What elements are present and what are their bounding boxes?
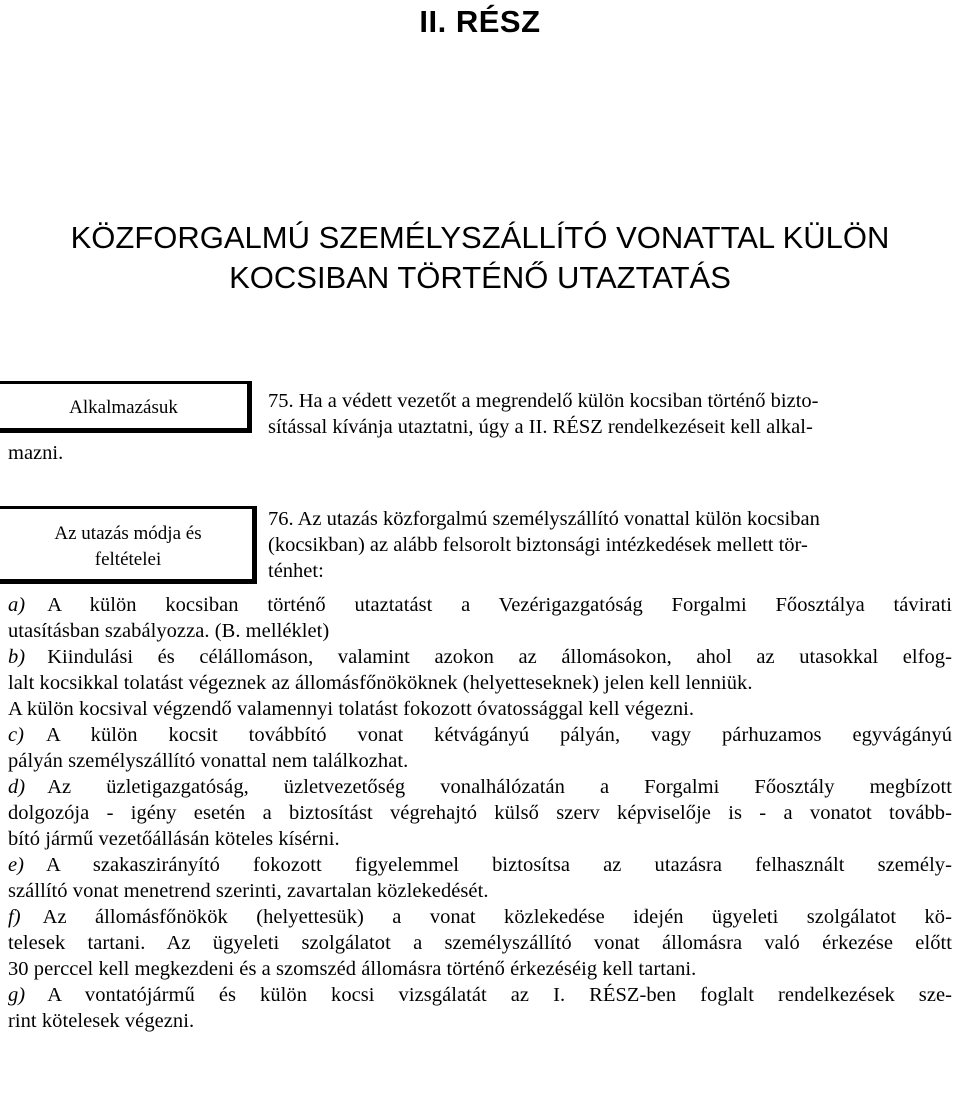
item-g-label: g) bbox=[8, 984, 26, 1006]
section-title-line-1: KÖZFORGALMÚ SZEMÉLYSZÁLLÍTÓ VONATTAL KÜLÖN bbox=[70, 220, 890, 255]
item-e-text-1: A szakaszirányító fokozott figyelemmel biztosítsa az utazásra felhasznált személy- bbox=[46, 854, 952, 876]
item-c-line-1 bbox=[8, 722, 952, 748]
paragraph-76-line-1: 76. Az utazás közforgalmú személyszállító vonattal külön kocsiban bbox=[268, 508, 820, 530]
margin-heading-applicability-label: Alkalmazásuk bbox=[69, 397, 178, 418]
item-e-label: e) bbox=[8, 854, 25, 876]
item-e-line-2: szállító vonat menetrend szerinti, zavartalan közlekedését. bbox=[8, 880, 489, 902]
item-d-label: d) bbox=[8, 776, 26, 798]
margin-heading-applicability bbox=[0, 381, 252, 433]
item-f-line-2: telesek tartani. Az ügyeleti szolgálatot a személyszállító vonat állomásra való érkezése előtt bbox=[8, 932, 952, 954]
item-g-line-1 bbox=[8, 982, 952, 1008]
margin-heading-travel-conditions-line-1: Az utazás módja és bbox=[54, 523, 202, 544]
paragraph-76-line-3: ténhet: bbox=[268, 560, 324, 582]
item-a-line-2: utasításban szabályozza. (B. melléklet) bbox=[8, 620, 330, 642]
item-b-label: b) bbox=[8, 646, 26, 668]
measures-list bbox=[8, 592, 952, 1034]
section-title-line-2: KOCSIBAN TÖRTÉNŐ UTAZTATÁS bbox=[229, 260, 731, 295]
item-f-line-1 bbox=[8, 904, 952, 930]
item-c-text-1: A külön kocsit továbbító vonat kétvágányú pályán, vagy párhuzamos egyvágányú bbox=[46, 724, 952, 746]
item-d-line-3: bító jármű vezetőállásán köteles kísérni. bbox=[8, 828, 340, 850]
item-f-label: f) bbox=[8, 906, 21, 928]
item-g-line-2: rint kötelesek végezni. bbox=[8, 1010, 195, 1032]
paragraph-75 bbox=[268, 388, 818, 440]
item-e-line-1 bbox=[8, 852, 952, 878]
item-a-text-1: A külön kocsiban történő utaztatást a Vezérigazgatóság Forgalmi Főosztálya távirati bbox=[47, 594, 952, 616]
margin-heading-travel-conditions bbox=[0, 506, 257, 584]
part-title: II. RÉSZ bbox=[419, 4, 541, 39]
item-b-line-3: A külön kocsival végzendő valamennyi tolatást fokozott óvatossággal kell végezni. bbox=[8, 698, 695, 720]
item-b-line-1 bbox=[8, 644, 952, 670]
item-c-line-2: pályán személyszállító vonattal nem találkozhat. bbox=[8, 750, 409, 772]
margin-heading-travel-conditions-line-2: feltételei bbox=[94, 549, 162, 570]
item-a-label: a) bbox=[8, 594, 26, 616]
paragraph-76 bbox=[268, 506, 820, 584]
item-b-text-1: Kiindulási és célállomáson, valamint azokon az állomásokon, ahol az utasokkal elfog- bbox=[47, 646, 952, 668]
paragraph-75-line-1: 75. Ha a védett vezetőt a megrendelő külön kocsiban történő bizto- bbox=[268, 390, 819, 412]
item-f-line-3: 30 perccel kell megkezdeni és a szomszéd állomásra történő érkezéséig kell tartani. bbox=[8, 958, 697, 980]
item-b-line-2: lalt kocsikkal tolatást végeznek az állomásfőnököknek (helyetteseknek) jelen kell lenniük. bbox=[8, 672, 753, 694]
item-a-line-1 bbox=[8, 592, 952, 618]
item-d-line-1 bbox=[8, 774, 952, 800]
paragraph-75-continuation: mazni. bbox=[8, 442, 64, 464]
paragraph-76-line-2: (kocsikban) az alább felsorolt biztonsági intézkedések mellett tör- bbox=[268, 534, 808, 556]
item-g-text-1: A vontatójármű és külön kocsi vizsgálatát az I. RÉSZ-ben foglalt rendelkezések sze- bbox=[47, 984, 952, 1006]
paragraph-75-line-2: sítással kívánja utaztatni, úgy a II. RÉSZ rendelkezéseit kell alkal- bbox=[268, 416, 813, 438]
item-f-text-1: Az állomásfőnökök (helyettesük) a vonat közlekedése idején ügyeleti szolgálatot kö- bbox=[42, 906, 952, 928]
item-c-label: c) bbox=[8, 724, 25, 746]
section-title bbox=[0, 218, 960, 298]
item-d-line-2: dolgozója - igény esetén a biztosítást végrehajtó külső szerv képviselője is - a vonatot tovább- bbox=[8, 802, 952, 824]
item-d-text-1: Az üzletigazgatóság, üzletvezetőség vonalhálózatán a Forgalmi Főosztály megbízott bbox=[47, 776, 952, 798]
